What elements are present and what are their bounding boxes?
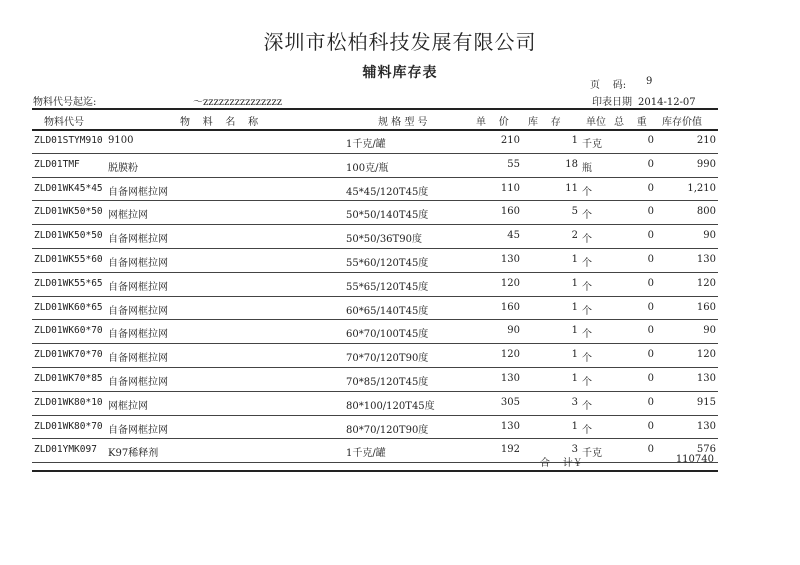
total-label: 合 计￥ <box>540 458 583 469</box>
cell-value: 130 <box>696 420 716 432</box>
range-label: 物料代号起迄: <box>33 97 97 108</box>
cell-qty: 1 <box>571 372 578 384</box>
cell-qty: 1 <box>571 325 578 337</box>
cell-code: ZLD01WK45*45 <box>34 182 103 194</box>
print-date: 2014-12-07 <box>638 97 696 108</box>
cell-unit: 个 <box>582 281 592 293</box>
cell-spec: 55*65/120T45度 <box>346 281 429 293</box>
cell-weight: 0 <box>647 277 654 289</box>
table-row <box>32 249 718 273</box>
cell-spec: 50*50/140T45度 <box>346 210 429 222</box>
range-value: ～zzzzzzzzzzzzzzz <box>193 97 283 108</box>
cell-qty: 11 <box>565 182 578 194</box>
print-date-label: 印表日期 <box>592 97 632 108</box>
cell-name: 9100 <box>108 135 134 146</box>
cell-name: 自备网框拉网 <box>108 305 168 317</box>
cell-name: 网框拉网 <box>108 210 148 222</box>
cell-price: 130 <box>500 372 520 384</box>
cell-value: 990 <box>696 158 716 170</box>
report-title: 辅料库存表 <box>362 65 438 81</box>
cell-code: ZLD01WK60*70 <box>34 325 103 337</box>
page-label: 页 码: <box>590 80 627 91</box>
cell-qty: 18 <box>565 158 578 170</box>
cell-weight: 0 <box>647 182 654 194</box>
cell-qty: 1 <box>571 301 578 313</box>
cell-value: 90 <box>703 325 716 337</box>
cell-spec: 100克/瓶 <box>346 162 389 174</box>
table-row <box>32 344 718 368</box>
cell-value: 210 <box>696 135 716 146</box>
cell-unit: 个 <box>582 257 592 269</box>
cell-price: 120 <box>500 277 520 289</box>
header-code: 物料代号 <box>44 117 84 128</box>
cell-code: ZLD01WK70*70 <box>34 349 103 361</box>
cell-spec: 60*65/140T45度 <box>346 305 429 317</box>
cell-unit: 个 <box>582 376 592 388</box>
header-stock: 库 存 <box>528 117 561 128</box>
cell-weight: 0 <box>647 444 654 456</box>
cell-weight: 0 <box>647 349 654 361</box>
cell-name: 脱膜粉 <box>108 162 138 174</box>
cell-unit: 个 <box>582 424 592 436</box>
cell-name: 自备网框拉网 <box>108 329 168 341</box>
cell-name: 自备网框拉网 <box>108 257 168 269</box>
cell-code: ZLD01WK50*50 <box>34 206 103 218</box>
cell-price: 90 <box>507 325 520 337</box>
cell-price: 110 <box>500 182 520 194</box>
cell-qty: 1 <box>571 420 578 432</box>
cell-spec: 80*70/120T90度 <box>346 424 429 436</box>
material-code-range <box>33 93 333 108</box>
table-header <box>32 111 718 129</box>
cell-name: 自备网框拉网 <box>108 424 168 436</box>
cell-code: ZLD01TMF <box>34 158 80 170</box>
cell-price: 45 <box>507 230 520 242</box>
cell-weight: 0 <box>647 325 654 337</box>
cell-qty: 1 <box>571 253 578 265</box>
cell-value: 120 <box>696 277 716 289</box>
table-row <box>32 416 718 440</box>
header-weight: 总 重 <box>614 117 647 128</box>
cell-qty: 1 <box>571 277 578 289</box>
cell-qty: 1 <box>571 349 578 361</box>
cell-price: 130 <box>500 253 520 265</box>
cell-code: ZLD01WK55*65 <box>34 277 103 289</box>
header-top-rule <box>32 108 718 110</box>
cell-value: 160 <box>696 301 716 313</box>
cell-unit: 个 <box>582 353 592 365</box>
cell-qty: 3 <box>571 444 578 456</box>
cell-name: 自备网框拉网 <box>108 376 168 388</box>
table-row <box>32 392 718 416</box>
table-row <box>32 368 718 392</box>
cell-qty: 1 <box>571 135 578 146</box>
cell-qty: 5 <box>571 206 578 218</box>
cell-unit: 千克 <box>582 448 602 460</box>
cell-value: 130 <box>696 372 716 384</box>
cell-name: 自备网框拉网 <box>108 186 168 198</box>
cell-value: 90 <box>703 230 716 242</box>
inventory-table-body <box>32 130 718 463</box>
table-row <box>32 225 718 249</box>
cell-qty: 3 <box>571 396 578 408</box>
cell-price: 305 <box>500 396 520 408</box>
table-row <box>32 273 718 297</box>
cell-weight: 0 <box>647 420 654 432</box>
page-number-field <box>590 76 653 91</box>
cell-spec: 1千克/罐 <box>346 448 386 460</box>
company-title: 深圳市松柏科技发展有限公司 <box>263 30 537 54</box>
cell-weight: 0 <box>647 301 654 313</box>
cell-spec: 55*60/120T45度 <box>346 257 429 269</box>
header-unit: 单位 <box>586 117 606 128</box>
cell-spec: 60*70/100T45度 <box>346 329 429 341</box>
cell-spec: 70*70/120T90度 <box>346 353 429 365</box>
cell-spec: 1千克/罐 <box>346 139 386 150</box>
cell-code: ZLD01WK80*70 <box>34 420 103 432</box>
header-value: 库存价值 <box>662 117 702 128</box>
cell-name: 自备网框拉网 <box>108 234 168 246</box>
table-row <box>32 201 718 225</box>
table-bottom-rule <box>32 470 718 472</box>
cell-unit: 瓶 <box>582 162 592 174</box>
cell-price: 210 <box>500 135 520 146</box>
cell-name: 网框拉网 <box>108 400 148 412</box>
table-row <box>32 154 718 178</box>
cell-value: 120 <box>696 349 716 361</box>
cell-weight: 0 <box>647 206 654 218</box>
cell-weight: 0 <box>647 253 654 265</box>
cell-name: 自备网框拉网 <box>108 353 168 365</box>
cell-value: 800 <box>696 206 716 218</box>
total-value: 110740 <box>675 454 714 465</box>
cell-unit: 个 <box>582 400 592 412</box>
total-row <box>32 454 718 470</box>
print-date-field <box>592 93 696 108</box>
cell-qty: 2 <box>571 230 578 242</box>
header-price: 单 价 <box>476 117 509 128</box>
cell-price: 130 <box>500 420 520 432</box>
cell-weight: 0 <box>647 158 654 170</box>
cell-name: 自备网框拉网 <box>108 281 168 293</box>
cell-unit: 个 <box>582 234 592 246</box>
cell-spec: 50*50/36T90度 <box>346 234 422 246</box>
cell-price: 192 <box>500 444 520 456</box>
cell-spec: 70*85/120T45度 <box>346 376 429 388</box>
cell-price: 160 <box>500 206 520 218</box>
table-row <box>32 297 718 321</box>
header-spec: 规 格 型 号 <box>378 117 428 128</box>
cell-unit: 个 <box>582 186 592 198</box>
cell-code: ZLD01WK80*10 <box>34 396 103 408</box>
header-name: 物 料 名 称 <box>180 117 259 128</box>
cell-price: 120 <box>500 349 520 361</box>
table-row <box>32 130 718 154</box>
cell-weight: 0 <box>647 135 654 146</box>
cell-weight: 0 <box>647 372 654 384</box>
cell-weight: 0 <box>647 230 654 242</box>
page-number: 9 <box>646 76 653 87</box>
table-row <box>32 178 718 202</box>
cell-weight: 0 <box>647 396 654 408</box>
cell-unit: 个 <box>582 210 592 222</box>
cell-code: ZLD01WK60*65 <box>34 301 103 313</box>
cell-code: ZLD01STYM910 <box>34 135 103 146</box>
cell-value: 915 <box>696 396 716 408</box>
cell-spec: 80*100/120T45度 <box>346 400 435 412</box>
cell-value: 130 <box>696 253 716 265</box>
cell-unit: 个 <box>582 329 592 341</box>
cell-code: ZLD01WK70*85 <box>34 372 103 384</box>
cell-unit: 千克 <box>582 139 602 150</box>
cell-value: 1,210 <box>687 182 716 194</box>
table-row <box>32 320 718 344</box>
cell-code: ZLD01YMK097 <box>34 444 97 456</box>
cell-name: K97稀释剂 <box>108 448 159 460</box>
cell-code: ZLD01WK50*50 <box>34 230 103 242</box>
cell-unit: 个 <box>582 305 592 317</box>
cell-price: 160 <box>500 301 520 313</box>
cell-spec: 45*45/120T45度 <box>346 186 429 198</box>
cell-value: 576 <box>696 444 716 456</box>
cell-code: ZLD01WK55*60 <box>34 253 103 265</box>
cell-price: 55 <box>507 158 520 170</box>
